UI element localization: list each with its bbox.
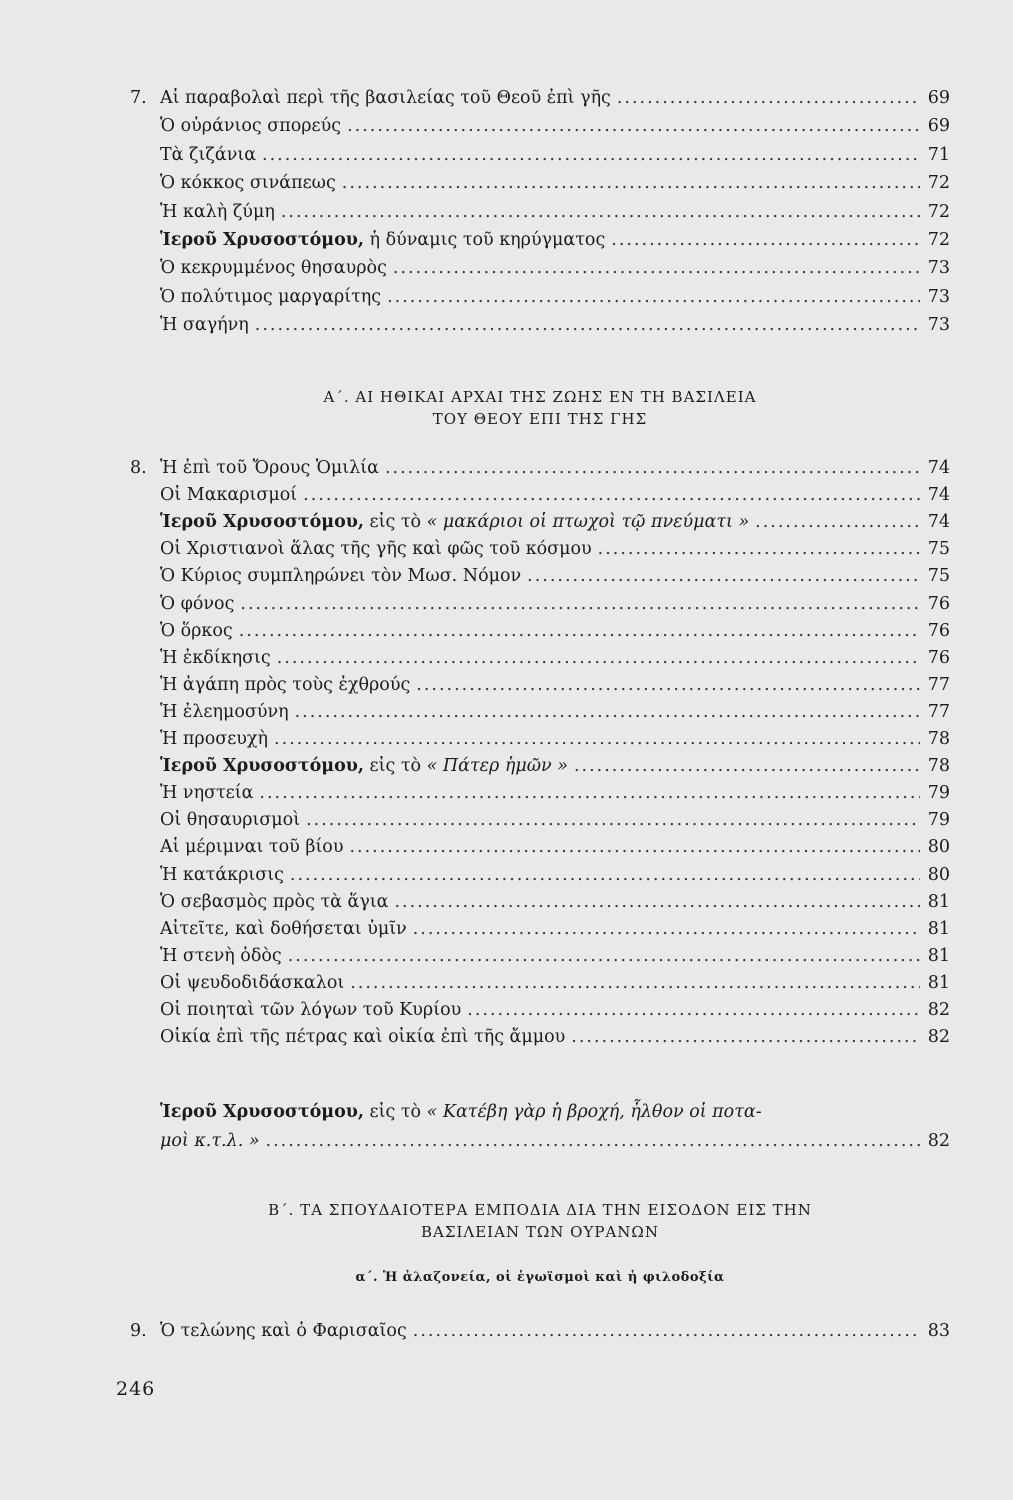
toc-entry-title xyxy=(160,753,568,780)
toc-entry-title xyxy=(160,170,336,197)
toc-entry xyxy=(130,284,950,311)
toc-entry-text: Ἡ ἐπὶ τοῦ Ὄρους Ὁμιλία xyxy=(160,458,379,478)
leader-dots xyxy=(385,455,920,482)
toc-entry xyxy=(130,455,950,482)
toc-entry-text: εἰς τὸ xyxy=(363,756,427,777)
toc-entry-page: 81 xyxy=(927,945,950,966)
toc-entry xyxy=(130,482,950,509)
toc-entry-quote: « Πάτερ ἡμῶν » xyxy=(426,756,568,777)
leader-dots xyxy=(290,862,920,889)
toc-entry-text: Ὁ κόκκος σινάπεως xyxy=(160,173,336,194)
toc-entry xyxy=(130,142,950,169)
toc-entry-text: Οἱ Χριστιανοὶ ἅλας τῆς γῆς καὶ φῶς τοῦ κόσμου xyxy=(160,539,592,560)
toc-entry-page: 80 xyxy=(927,837,950,858)
toc-entry-page: 80 xyxy=(927,864,950,885)
toc-entry-quote: « Κατέβη γὰρ ἡ βροχή, ἦλθον οἱ ποτα- xyxy=(426,1102,762,1122)
leader-dots xyxy=(342,170,920,197)
toc-entry-text: Οἱ ποιηταὶ τῶν λόγων τοῦ Κυρίου xyxy=(160,1000,462,1020)
toc-entry xyxy=(130,199,950,226)
toc-entry xyxy=(130,699,950,726)
toc-entry-title xyxy=(160,536,592,563)
toc-entry-text: Αἰτεῖτε, καὶ δοθήσεται ὑμῖν xyxy=(160,918,407,939)
toc-entry-text: Ὁ σεβασμὸς πρὸς τὰ ἅγια xyxy=(160,891,389,912)
leader-dots xyxy=(598,536,920,563)
toc-entry-page: 81 xyxy=(927,918,950,939)
leader-dots xyxy=(255,312,920,339)
leader-dots xyxy=(288,943,920,970)
toc-entry-title xyxy=(160,889,388,916)
toc-entry-page: 81 xyxy=(927,891,950,912)
toc-entry-title xyxy=(160,970,344,997)
leader-dots xyxy=(413,1318,920,1345)
section-heading-a xyxy=(130,386,950,430)
leader-dots xyxy=(266,1128,920,1155)
toc-entry-title xyxy=(160,284,381,311)
leader-dots xyxy=(295,699,920,726)
toc-entry-text: Ἡ καλὴ ζύμη xyxy=(160,201,275,222)
toc-entry-author: Ἱεροῦ Χρυσοστόμου, xyxy=(160,756,364,777)
leader-dots xyxy=(240,591,920,618)
toc-entry-text: ἡ δύναμις τοῦ κηρύγματος xyxy=(363,230,606,250)
toc-entry-text: Τὰ ζιζάνια xyxy=(160,144,257,165)
toc-entry-page: 76 xyxy=(927,647,950,668)
toc-entry xyxy=(130,862,950,889)
toc-entry-title xyxy=(160,227,605,254)
toc-entry xyxy=(130,618,950,645)
toc-entry-text: Οἱ Μακαρισμοί xyxy=(160,485,298,506)
toc-entry-page: 77 xyxy=(927,701,950,722)
toc-entry xyxy=(130,536,950,563)
toc-entry xyxy=(130,85,950,112)
toc-entry-title xyxy=(160,672,410,699)
leader-dots xyxy=(527,563,920,590)
toc-entry-title xyxy=(160,726,268,753)
toc-entry-page: 77 xyxy=(927,674,950,695)
toc-entry-page: 74 xyxy=(927,458,950,478)
toc-entry-title: Ὁ τελώνης καὶ ὁ Φαρισαῖος xyxy=(160,1321,407,1341)
toc-entry-title xyxy=(160,113,341,140)
leader-dots xyxy=(347,113,920,140)
toc-entry xyxy=(130,113,950,140)
toc-entry-page: 81 xyxy=(927,972,950,993)
subsection-heading: α΄. Ἡ ἀλαζονεία, οἱ ἐγωϊσμοὶ καὶ ἡ φιλοδοξία xyxy=(355,1270,725,1285)
toc-entry-page: 74 xyxy=(927,512,950,533)
toc-entry-text: Αἱ μέριμναι τοῦ βίου xyxy=(160,837,344,858)
toc-entry xyxy=(130,509,950,536)
toc-entry-page: 75 xyxy=(927,539,950,560)
toc-entry-text: Ὁ οὐράνιος σπορεύς xyxy=(160,116,342,137)
toc-entry-page: 71 xyxy=(927,144,950,165)
toc-entry xyxy=(130,916,950,943)
toc-entry-number: 8. xyxy=(130,458,147,478)
toc-entry-page: 69 xyxy=(927,116,950,137)
leader-dots xyxy=(467,997,920,1024)
leader-dots xyxy=(387,284,920,311)
leader-dots xyxy=(306,807,920,834)
toc-entry-text: Ἡ ἐκδίκησις xyxy=(160,647,271,668)
toc-entry-text: Ἡ κατάκρισις xyxy=(160,864,284,885)
toc-entry-multiline-line2 xyxy=(130,1128,950,1155)
toc-entry-text: Ἡ προσευχὴ xyxy=(160,729,268,749)
toc-entry-title xyxy=(160,85,611,112)
toc-entry-text: Ἡ νηστεία xyxy=(160,783,254,804)
toc-entry-page: 75 xyxy=(927,566,950,587)
leader-dots xyxy=(259,780,920,807)
toc-entry-title xyxy=(160,199,275,226)
toc-entry xyxy=(130,834,950,861)
toc-entry-text: Οἰκία ἐπὶ τῆς πέτρας καὶ οἰκία ἐπὶ τῆς ἄμμου xyxy=(160,1027,566,1048)
toc-entry-title xyxy=(160,943,282,970)
toc-entry xyxy=(130,726,950,753)
toc-entry xyxy=(130,170,950,197)
toc-entry-page: 73 xyxy=(927,258,950,279)
leader-dots xyxy=(413,916,920,943)
toc-entry-last xyxy=(130,1318,950,1345)
toc-entry-quote: « μακάριοι οἱ πτωχοὶ τῷ πνεύματι » xyxy=(426,512,750,533)
toc-entry-author: Ἱεροῦ Χρυσοστόμου, xyxy=(160,512,364,533)
toc-entry-page: 73 xyxy=(927,315,950,336)
leader-dots xyxy=(350,970,920,997)
toc-entry-title xyxy=(160,563,521,590)
toc-entry-text: Ὁ φόνος xyxy=(160,593,235,614)
leader-dots xyxy=(303,482,920,509)
toc-entry-title xyxy=(160,142,256,169)
toc-entry-number: 7. xyxy=(130,88,147,108)
toc-entry-text: Ἡ ἐλεημοσύνη xyxy=(160,701,289,722)
leader-dots xyxy=(571,1024,920,1051)
toc-entry-title xyxy=(160,780,253,807)
leader-dots xyxy=(393,255,920,282)
toc-entry-text: Ἡ ἀγάπη πρὸς τοὺς ἐχθρούς xyxy=(160,674,411,695)
toc-entry-text: Οἱ θησαυρισμοὶ xyxy=(160,810,301,831)
toc-entry-text: Ὁ πολύτιμος μαργαρίτης xyxy=(160,286,382,307)
toc-entry-page: 82 xyxy=(927,1000,950,1020)
toc-entry-text: Ἡ στενὴ ὁδὸς xyxy=(160,945,282,966)
toc-entry xyxy=(130,780,950,807)
leader-dots xyxy=(617,85,920,112)
toc-entry-page: 72 xyxy=(927,230,950,250)
toc-entry xyxy=(130,970,950,997)
toc-entry xyxy=(130,997,950,1024)
toc-entry xyxy=(130,563,950,590)
toc-entry-author: Ἱεροῦ Χρυσοστόμου, xyxy=(160,230,364,250)
toc-entry-page: 76 xyxy=(927,593,950,614)
toc-entry-page: 83 xyxy=(927,1321,950,1341)
leader-dots xyxy=(574,753,920,780)
toc-entry-title xyxy=(160,455,379,482)
toc-entry-page: 72 xyxy=(927,173,950,194)
toc-entry-text: Ἡ σαγήνη xyxy=(160,315,249,336)
toc-entry-text: Ὁ κεκρυμμένος θησαυρὸς xyxy=(160,258,387,279)
toc-entry xyxy=(130,255,950,282)
toc-entry-title xyxy=(160,482,297,509)
toc-entry xyxy=(130,227,950,254)
toc-entry xyxy=(130,312,950,339)
section-heading-b-line1: Β΄. ΤΑ ΣΠΟΥΔΑΙΟΤΕΡΑ ΕΜΠΟΔΙΑ ΔΙΑ ΤΗΝ ΕΙΣΟΔΟΝ ΕΙΣ ΤΗΝ xyxy=(268,1201,812,1219)
toc-entry-page: 78 xyxy=(927,756,950,777)
toc-entry-multiline-line1 xyxy=(130,1099,950,1126)
toc-entry-text: εἰς τὸ xyxy=(363,512,427,533)
toc-entry-title xyxy=(160,618,233,645)
leader-dots xyxy=(274,726,920,753)
toc-entry-page: 82 xyxy=(927,1027,950,1048)
toc-entry-title xyxy=(160,645,271,672)
toc-entry-title xyxy=(160,509,749,536)
toc-entry xyxy=(130,591,950,618)
leader-dots xyxy=(416,672,920,699)
toc-entry-text: εἰς τὸ xyxy=(363,1102,427,1122)
section-heading-b-line2: ΒΑΣΙΛΕΙΑΝ ΤΩΝ ΟΥΡΑΝΩΝ xyxy=(421,1223,659,1241)
leader-dots xyxy=(277,645,920,672)
toc-entry-number: 9. xyxy=(130,1321,147,1341)
toc-entry-title xyxy=(160,807,300,834)
toc-entry-page: 79 xyxy=(927,783,950,804)
section-heading-a-line1: Α΄. ΑΙ ΗΘΙΚΑΙ ΑΡΧΑΙ ΤΗΣ ΖΩΗΣ ΕΝ ΤΗ ΒΑΣΙΛΕΙΑ xyxy=(323,388,757,406)
leader-dots xyxy=(394,889,920,916)
toc-entry-title xyxy=(160,997,461,1024)
leader-dots xyxy=(281,199,920,226)
toc-entry-title xyxy=(160,862,284,889)
toc-entry-title xyxy=(160,699,289,726)
page-number: 246 xyxy=(116,1378,156,1400)
toc-entry-text: Αἱ παραβολαὶ περὶ τῆς βασιλείας τοῦ Θεοῦ ἐπὶ γῆς xyxy=(160,88,611,108)
toc-entry-title xyxy=(160,591,234,618)
toc-entry-page: 76 xyxy=(927,620,950,641)
toc-entry-author: Ἱεροῦ Χρυσοστόμου, xyxy=(160,1102,364,1122)
toc-entry xyxy=(130,1024,950,1051)
section-heading-b xyxy=(130,1199,950,1243)
toc-entry-title xyxy=(160,312,249,339)
leader-dots xyxy=(755,509,920,536)
toc-entry-page: 79 xyxy=(927,810,950,831)
leader-dots xyxy=(611,227,920,254)
leader-dots xyxy=(262,142,920,169)
toc-entry-text: Ὁ Κύριος συμπληρώνει τὸν Μωσ. Νόμον xyxy=(160,566,522,587)
toc-entry-quote-cont: μοὶ κ.τ.λ. » xyxy=(160,1131,260,1151)
toc-entry xyxy=(130,645,950,672)
toc-entry-page: 69 xyxy=(927,88,950,108)
toc-entry-title xyxy=(160,255,387,282)
toc-entry-text: Οἱ ψευδοδιδάσκαλοι xyxy=(160,972,345,993)
toc-entry xyxy=(130,943,950,970)
toc-entry-page: 78 xyxy=(927,729,950,749)
toc-entry-page: 74 xyxy=(927,485,950,506)
toc-entry-title xyxy=(160,834,343,861)
toc-entry-text: Ὁ ὅρκος xyxy=(160,620,233,641)
section-heading-a-line2: ΤΟΥ ΘΕΟΥ ΕΠΙ ΤΗΣ ΓΗΣ xyxy=(432,410,648,428)
toc-entry xyxy=(130,889,950,916)
toc-entry xyxy=(130,672,950,699)
toc-entry-page: 72 xyxy=(927,201,950,222)
toc-entry-page: 82 xyxy=(927,1131,950,1151)
leader-dots xyxy=(349,834,920,861)
toc-entry-page: 73 xyxy=(927,286,950,307)
toc-entry xyxy=(130,807,950,834)
leader-dots xyxy=(239,618,920,645)
toc-entry xyxy=(130,753,950,780)
toc-entry-title xyxy=(160,916,407,943)
toc-entry-title xyxy=(160,1024,565,1051)
